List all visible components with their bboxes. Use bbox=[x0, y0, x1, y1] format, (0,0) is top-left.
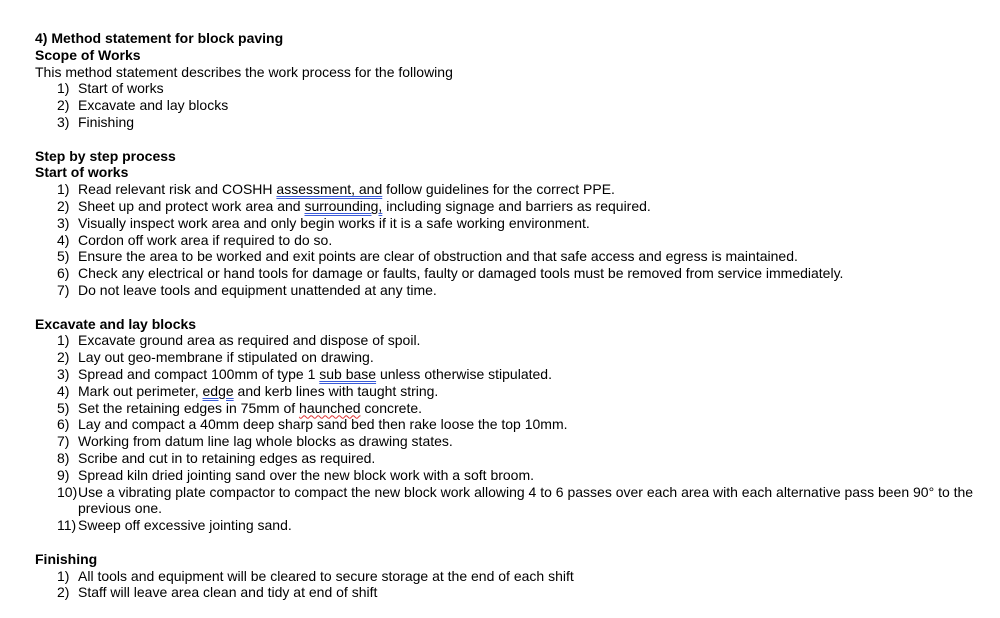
list-item: 2) Sheet up and protect work area and surrounding, including signage and barriers as required. bbox=[57, 197, 651, 214]
document-heading: 4) Method statement for block paving bbox=[35, 30, 284, 46]
list-item: 3) Spread and compact 100mm of type 1 sub base unless otherwise stipulated. bbox=[57, 365, 552, 382]
scope-intro: This method statement describes the work process for the following bbox=[35, 63, 453, 80]
list-item: 4) Mark out perimeter, edge and kerb lines with taught string. bbox=[57, 382, 439, 399]
excavate-list bbox=[35, 332, 980, 534]
excavate-title: Excavate and lay blocks bbox=[35, 315, 197, 332]
start-title: Start of works bbox=[35, 164, 129, 181]
list-item: 6) Check any electrical or hand tools for damage or faults, faulty or damaged tools must be removed from service immediately. bbox=[57, 265, 844, 282]
list-item: 1) All tools and equipment will be cleared to secure storage at the end of each shift bbox=[57, 567, 574, 584]
list-item: 2) Staff will leave area clean and tidy at end of shift bbox=[57, 584, 378, 601]
process-title: Step by step process bbox=[35, 147, 176, 164]
scope-list bbox=[35, 80, 980, 130]
list-item: 1) Read relevant risk and COSHH assessment, and follow guidelines for the correct PPE. bbox=[57, 181, 615, 198]
list-item: 8) Scribe and cut in to retaining edges as required. bbox=[57, 449, 376, 466]
finishing-list bbox=[35, 568, 980, 602]
list-item: 4) Cordon off work area if required to do so. bbox=[57, 231, 333, 248]
list-item: 3) Finishing bbox=[57, 113, 135, 130]
list-item: 7) Working from datum line lag whole blocks as drawing states. bbox=[57, 433, 453, 450]
start-list bbox=[35, 181, 980, 299]
list-item: 1) Start of works bbox=[57, 80, 164, 97]
list-item: 11) Sweep off excessive jointing sand. bbox=[57, 517, 292, 534]
list-item: 5) Set the retaining edges in 75mm of haunched concrete. bbox=[57, 399, 423, 416]
list-item: 1) Excavate ground area as required and dispose of spoil. bbox=[57, 332, 421, 349]
list-item: 3) Visually inspect work area and only begin works if it is a safe working environment. bbox=[57, 214, 590, 231]
list-item: 5) Ensure the area to be worked and exit points are clear of obstruction and that safe access and egress is maintained. bbox=[57, 248, 798, 265]
list-item: 9) Spread kiln dried jointing sand over the new block work with a soft broom. bbox=[57, 466, 535, 483]
list-item: 2) Excavate and lay blocks bbox=[57, 97, 229, 114]
list-item: 2) Lay out geo-membrane if stipulated on drawing. bbox=[57, 349, 374, 366]
list-item: 10) Use a vibrating plate compactor to compact the new block work allowing 4 to 6 passes over each area with each alternative pass been 90° to the previous one. bbox=[57, 483, 974, 517]
document-page bbox=[35, 30, 980, 601]
list-item: 7) Do not leave tools and equipment unattended at any time. bbox=[57, 281, 437, 298]
list-item: 6) Lay and compact a 40mm deep sharp sand bed then rake loose the top 10mm. bbox=[57, 416, 568, 433]
finishing-title: Finishing bbox=[35, 550, 98, 567]
scope-title: Scope of Works bbox=[35, 46, 141, 63]
